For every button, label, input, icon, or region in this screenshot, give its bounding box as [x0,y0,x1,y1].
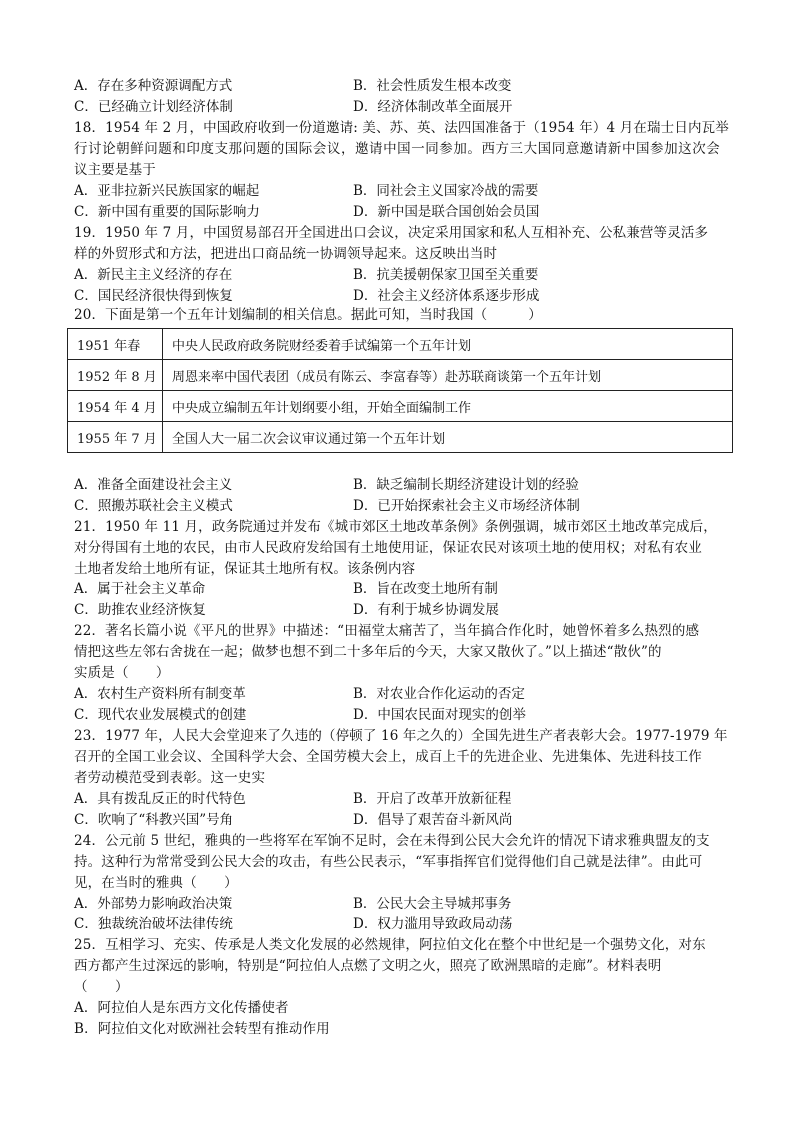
q17-option-d: D．经济体制改革全面展开 [353,99,513,115]
q18-option-b: B．同社会主义国家冷战的需要 [353,183,539,199]
q18-option-d: D．新中国是联合国创始会员国 [353,204,540,220]
q22-option-row-1 [74,684,724,705]
q20-stem: 20．下面是第一个五年计划编制的相关信息。据此可知，当时我国（ ） [74,307,542,323]
q24-option-c: C．独裁统治破坏法律传统 [74,916,233,932]
q18-stem-line-1: 18．1954 年 2 月，中国政府收到一份道邀请: 美、苏、英、法四国准备于（1954 年）4 月在瑞士日内瓦举 [74,120,729,136]
table-cell-event: 全国人大一届二次会议审议通过第一个五年计划 [163,422,733,453]
table-cell-date: 1955 年 7 月 [68,422,163,453]
q23-stem-line-1: 23．1977 年，人民大会堂迎来了久违的（停顿了 16 年之久的）全国先进生产者表彰大会。1977-1979 年 [74,728,728,744]
q23-option-row-1 [74,789,724,810]
q22-stem-line-3: 实质是（ ） [74,665,170,681]
q21-option-b: B．旨在改变土地所有制 [353,581,498,597]
q22-option-d: D．中国农民面对现实的创举 [353,707,526,723]
q18-stem-line-2: 行讨论朝鲜问题和印度支那问题的国际会议，邀请中国一同参加。西方三大国同意邀请新中国参加这次会 [74,141,721,157]
q19-stem-line-2: 样的外贸形式和方法，把进出口商品统一协调领导起来。这反映出当时 [74,246,498,262]
q18-option-c: C．新中国有重要的国际影响力 [74,204,260,220]
table-cell-date: 1951 年春 [68,329,163,360]
q17-option-row-2 [74,97,724,118]
q23-option-d: D．倡导了艰苦奋斗新风尚 [353,812,513,828]
q19-option-d: D．社会主义经济体系逐步形成 [353,288,540,304]
q22-stem-line-1: 22．著名长篇小说《平凡的世界》中描述：“田福堂太痛苦了，当年搞合作化时，她曾怀着多么热烈的感 [74,623,700,639]
q25-stem-line-2: 西方都产生过深远的影响，特别是“阿拉伯人点燃了文明之火，照亮了欧洲黑暗的走廊”。材料表明 [74,958,662,974]
q23-option-a: A．具有拨乱反正的时代特色 [74,791,246,807]
q18-option-row-1 [74,181,724,202]
q18-option-row-2 [74,202,724,223]
q25-stem-line-1: 25．互相学习、充实、传承是人类文化发展的必然规律，阿拉伯文化在整个中世纪是一个强势文化，对东 [74,937,706,953]
q25-option-b: B．阿拉伯文化对欧洲社会转型有推动作用 [74,1021,330,1037]
q18-stem-line-3: 议主要是基于 [74,162,156,178]
table-row [68,391,733,422]
table-cell-date: 1954 年 4 月 [68,391,163,422]
q24-stem-line-2: 持。这种行为常常受到公民大会的攻击，有些公民表示，“军事指挥官们觉得他们自己就是法律”。由此可 [74,854,703,870]
table-cell-event: 中央人民政府政务院财经委着手试编第一个五年计划 [163,329,733,360]
q21-option-c: C．助推农业经济恢复 [74,602,206,618]
q21-stem-line-3: 土地者发给土地所有证，保证其土地所有权。该条例内容 [74,561,416,577]
q20-option-row-2 [74,496,724,517]
table-cell-event: 周恩来率中国代表团（成员有陈云、李富春等）赴苏联商谈第一个五年计划 [163,360,733,391]
q21-option-row-2 [74,600,724,621]
q21-option-d: D．有利于城乡协调发展 [353,602,499,618]
q23-option-c: C．吹响了“科教兴国”号角 [74,812,234,828]
table-cell-date: 1952 年 8 月 [68,360,163,391]
q23-stem-line-2: 召开的全国工业会议、全国科学大会、全国劳模大会上，成百上千的先进企业、先进集体、先进科技工作 [74,749,702,765]
q22-stem-line-2: 情把这些左邻右舍拢在一起；做梦也想不到二十多年后的今天，大家又散伙了。”以上描述“散伙”的 [74,644,662,660]
q22-option-a: A．农村生产资料所有制变革 [74,686,246,702]
table-row [68,422,733,453]
q19-option-c: C．国民经济很快得到恢复 [74,288,233,304]
q23-option-b: B．开启了改革开放新征程 [353,791,512,807]
q23-stem-line-3: 者劳动模范受到表彰。这一史实 [74,770,266,786]
q22-option-b: B．对农业合作化运动的否定 [353,686,525,702]
q20-option-row-1 [74,475,724,496]
table-row [68,360,733,391]
q24-option-a: A．外部势力影响政治决策 [74,896,233,912]
q24-option-row-1 [74,894,724,915]
table-row [68,329,733,360]
q22-option-row-2 [74,705,724,726]
q17-option-c: C．已经确立计划经济体制 [74,99,233,115]
table-cell-event: 中央成立编制五年计划纲要小组，开始全面编制工作 [163,391,733,422]
q24-option-b: B．公民大会主导城邦事务 [353,896,512,912]
q21-stem-line-2: 对分得国有土地的农民，由市人民政府发给国有土地使用证，保证农民对该项土地的使用权；对私有农业 [74,540,702,556]
q20-option-a: A．准备全面建设社会主义 [74,477,233,493]
q20-option-c: C．照搬苏联社会主义模式 [74,498,233,514]
q19-option-row-2 [74,286,724,307]
q21-stem-line-1: 21．1950 年 11 月，政务院通过并发布《城市郊区土地改革条例》条例强调，城市郊区土地改革完成后， [74,519,717,535]
q20-option-d: D．已开始探索社会主义市场经济体制 [353,498,580,514]
q24-option-row-2 [74,914,724,935]
q18-option-a: A．亚非拉新兴民族国家的崛起 [74,183,260,199]
q22-option-c: C．现代农业发展模式的创建 [74,707,247,723]
q24-stem-line-3: 见，在当时的雅典（ ） [74,875,238,891]
q19-option-b: B．抗美援朝保家卫国至关重要 [353,267,539,283]
q24-option-d: D．权力滥用导致政局动荡 [353,916,513,932]
q21-option-a: A．属于社会主义革命 [74,581,206,597]
five-year-plan-table [67,328,733,453]
q17-option-a: A．存在多种资源调配方式 [74,78,233,94]
q25-stem-line-3: （ ） [74,979,129,995]
q17-option-b: B．社会性质发生根本改变 [353,78,512,94]
q19-stem-line-1: 19．1950 年 7 月，中国贸易部召开全国进出口会议，决定采用国家和私人互相补充、公私兼营等灵活多 [74,225,709,241]
q25-option-a: A．阿拉伯人是东西方文化传播使者 [74,1000,289,1016]
q19-option-a: A．新民主主义经济的存在 [74,267,233,283]
q17-option-row-1 [74,76,724,97]
q19-option-row-1 [74,265,724,286]
q21-option-row-1 [74,579,724,600]
q20-option-b: B．缺乏编制长期经济建设计划的经验 [353,477,579,493]
q23-option-row-2 [74,810,724,831]
q24-stem-line-1: 24．公元前 5 世纪，雅典的一些将军在军饷不足时，会在未得到公民大会允许的情况下请求雅典盟友的支 [74,833,710,849]
